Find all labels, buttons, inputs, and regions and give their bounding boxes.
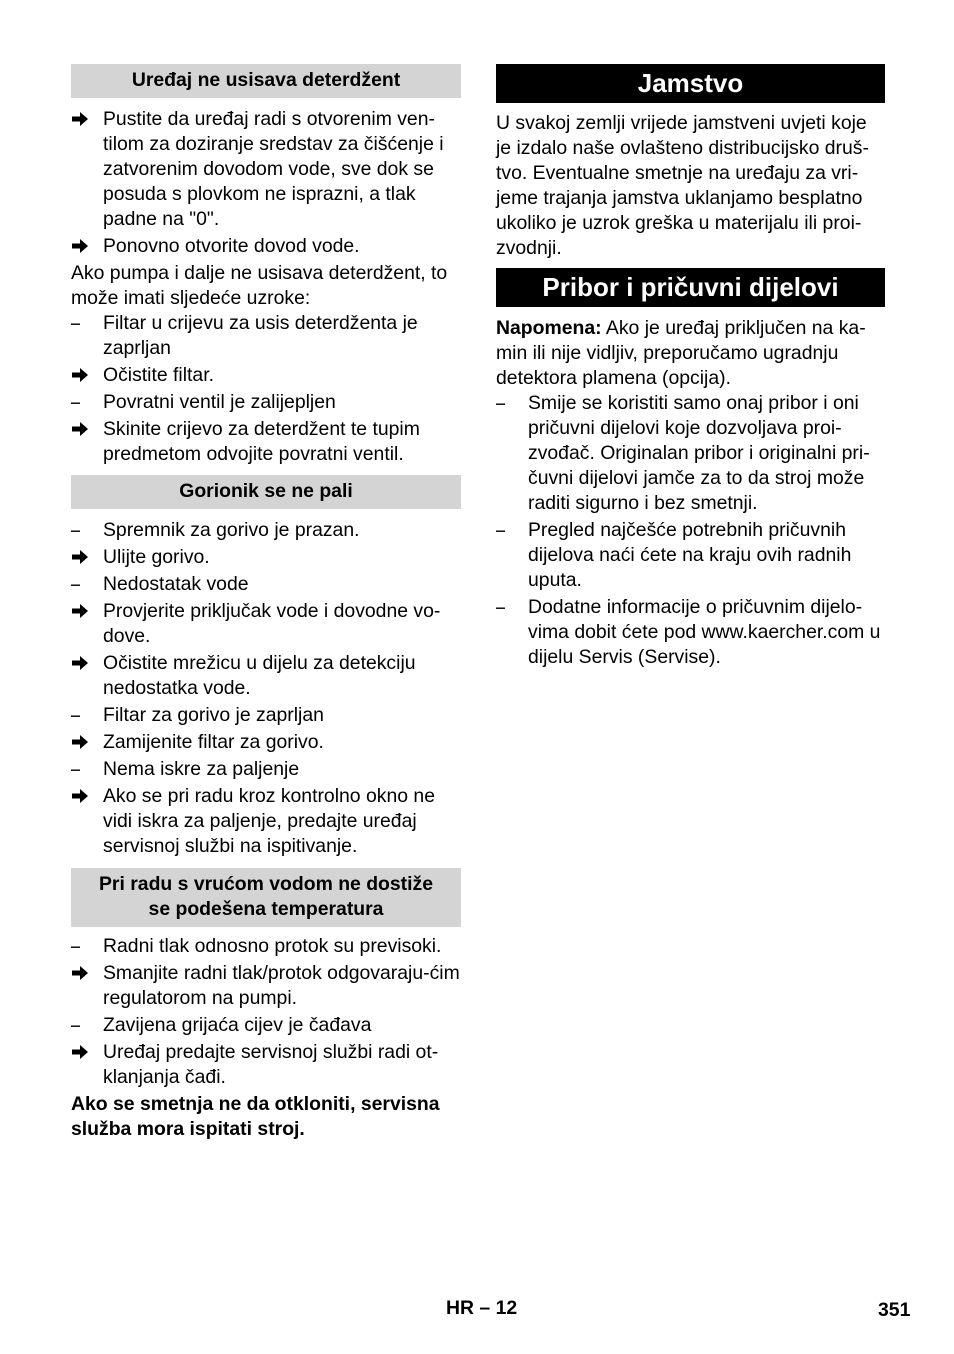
dash-bullet-icon <box>71 584 81 587</box>
list-item-text: Ulijte gorivo. <box>103 546 210 568</box>
section-heading-accessories: Pribor i pričuvni dijelovi <box>496 268 885 307</box>
list-marker <box>71 234 99 254</box>
dash-bullet-icon <box>71 530 81 533</box>
list-marker <box>71 1040 99 1060</box>
list-item <box>71 234 461 259</box>
list-item-text: Filtar za gorivo je zaprljan <box>103 704 324 726</box>
list-pump-causes <box>71 311 461 467</box>
dash-bullet-icon <box>71 402 81 405</box>
list-marker <box>496 518 524 533</box>
list-item <box>71 599 461 649</box>
note-text: Ako je uređaj priključen na ka-min ili nije vidljiv, preporučamo ugradnju detektora plamena (opcija). <box>496 317 866 389</box>
list-item-text: Ako se pri radu kroz kontrolno okno ne vidi iskra za paljenje, predajte uređaj servisnoj službi na ispitivanje. <box>103 785 435 857</box>
list-marker <box>71 599 99 619</box>
list-marker <box>71 651 99 671</box>
paragraph-note <box>496 316 885 391</box>
arrow-right-icon <box>71 367 89 383</box>
arrow-right-icon <box>71 238 89 254</box>
list-item-text: Nema iskre za paljenje <box>103 758 300 780</box>
arrow-right-icon <box>71 111 89 127</box>
list-item-text: Zamijenite filtar za gorivo. <box>103 731 324 753</box>
list-marker <box>71 363 99 383</box>
list-item <box>71 961 461 1011</box>
list-marker <box>71 107 99 127</box>
list-item <box>71 934 461 959</box>
list-item-text: Očistite mrežicu u dijelu za detekciju nedostatka vode. <box>103 652 416 699</box>
section-heading-burner: Gorionik se ne pali <box>71 475 461 509</box>
section-heading-warranty: Jamstvo <box>496 64 885 103</box>
footer-language-page: HR – 12 <box>446 1297 518 1319</box>
dash-bullet-icon <box>71 769 81 772</box>
closing-note: Ako se smetnja ne da otkloniti, servisna služba mora ispitati stroj. <box>71 1093 440 1140</box>
list-item-text: Povratni ventil je zalijepljen <box>103 391 336 413</box>
list-marker <box>71 417 99 437</box>
list-item <box>71 572 461 597</box>
list-item <box>71 311 461 361</box>
section-heading-temperature-line2: se podešena temperatura <box>148 898 384 920</box>
list-burner <box>71 518 461 859</box>
list-item-text: Filtar u crijevu za usis deterdženta je zaprljan <box>103 312 418 359</box>
list-item <box>71 703 461 728</box>
footer-page-number: 351 <box>878 1299 911 1321</box>
list-item <box>496 518 885 593</box>
list-marker <box>71 784 99 804</box>
dash-bullet-icon <box>496 403 506 406</box>
list-item <box>71 107 461 232</box>
dash-bullet-icon <box>496 607 506 610</box>
list-item-text: Nedostatak vode <box>103 573 249 595</box>
list-accessories <box>496 391 885 670</box>
list-item <box>71 730 461 755</box>
list-item-text: Uređaj predajte servisnoj službi radi ot-klanjanja čađi. <box>103 1041 439 1088</box>
list-marker <box>71 934 99 949</box>
list-item-text: Smanjite radni tlak/protok odgovaraju-ćim regulatorom na pumpi. <box>103 962 460 1009</box>
list-item <box>71 1040 461 1090</box>
arrow-right-icon <box>71 603 89 619</box>
list-marker <box>71 390 99 405</box>
dash-bullet-icon <box>496 530 506 533</box>
list-item <box>71 757 461 782</box>
list-item-text: Smije se koristiti samo onaj pribor i oni pričuvni dijelovi koje dozvoljava proi-zvođač. Originalan pribor i originalni pri-čuvni dijelovi jamče za to da stroj može raditi sigurno i bez smetnji. <box>528 392 870 514</box>
list-temperature <box>71 934 461 1090</box>
paragraph-warranty: U svakoj zemlji vrijede jamstveni uvjeti koje je izdalo naše ovlašteno distribucijsko druš-tvo. Eventualne smetnje na uređaju za vri-jeme trajanja jamstva uklanjamo besplatno ukoliko je uzrok greška u materijalu ili proi-zvodnji. <box>496 112 869 259</box>
dash-bullet-icon <box>71 946 81 949</box>
list-item-text: Očistite filtar. <box>103 364 214 386</box>
list-marker <box>71 518 99 533</box>
list-marker <box>71 961 99 981</box>
section-heading-temperature-line1: Pri radu s vrućom vodom ne dostiže <box>98 873 434 895</box>
list-item <box>496 595 885 670</box>
list-item <box>71 784 461 859</box>
left-column <box>71 64 461 1142</box>
arrow-right-icon <box>71 655 89 671</box>
list-item <box>496 391 885 516</box>
section-heading-no-detergent: Uređaj ne usisava deterdžent <box>71 64 461 98</box>
list-item-text: Radni tlak odnosno protok su previsoki. <box>103 935 442 957</box>
list-item <box>71 363 461 388</box>
arrow-right-icon <box>71 1044 89 1060</box>
list-marker <box>496 595 524 610</box>
list-item-text: Ponovno otvorite dovod vode. <box>103 235 360 257</box>
list-marker <box>496 391 524 406</box>
arrow-right-icon <box>71 421 89 437</box>
list-marker <box>71 545 99 565</box>
list-item-text: Pustite da uređaj radi s otvorenim ven-tilom za doziranje sredstav za čišćenje i zatvorenim dovodom vode, sve dok se posuda s plovkom ne isprazni, a tlak padne na "0". <box>103 108 444 230</box>
paragraph-pump-causes: Ako pumpa i dalje ne usisava deterdžent, to može imati sljedeće uzroke: <box>71 262 448 309</box>
list-no-detergent <box>71 107 461 259</box>
list-marker <box>71 703 99 718</box>
list-item <box>71 417 461 467</box>
list-item <box>71 1013 461 1038</box>
arrow-right-icon <box>71 965 89 981</box>
list-item-text: Zavijena grijaća cijev je čađava <box>103 1014 372 1036</box>
arrow-right-icon <box>71 734 89 750</box>
list-item-text: Dodatne informacije o pričuvnim dijelo-vima dobit ćete pod www.kaercher.com u dijelu Servis (Servise). <box>528 596 881 668</box>
list-item <box>71 545 461 570</box>
dash-bullet-icon <box>71 323 81 326</box>
list-marker <box>71 311 99 326</box>
list-marker <box>71 757 99 772</box>
list-item-text: Pregled najčešće potrebnih pričuvnih dijelova naći ćete na kraju ovih radnih uputa. <box>528 519 852 591</box>
dash-bullet-icon <box>71 1025 81 1028</box>
list-item-text: Spremnik za gorivo je prazan. <box>103 519 360 541</box>
list-item-text: Provjerite priključak vode i dovodne vo-dove. <box>103 600 441 647</box>
list-item <box>71 651 461 701</box>
list-item <box>71 390 461 415</box>
arrow-right-icon <box>71 549 89 565</box>
list-item <box>71 518 461 543</box>
arrow-right-icon <box>71 788 89 804</box>
list-marker <box>71 1013 99 1028</box>
note-label: Napomena: <box>496 317 602 339</box>
dash-bullet-icon <box>71 715 81 718</box>
list-item-text: Skinite crijevo za deterdžent te tupim predmetom odvojite povratni ventil. <box>103 418 420 465</box>
right-column <box>496 64 885 670</box>
section-heading-temperature <box>71 868 461 927</box>
list-marker <box>71 572 99 587</box>
list-marker <box>71 730 99 750</box>
